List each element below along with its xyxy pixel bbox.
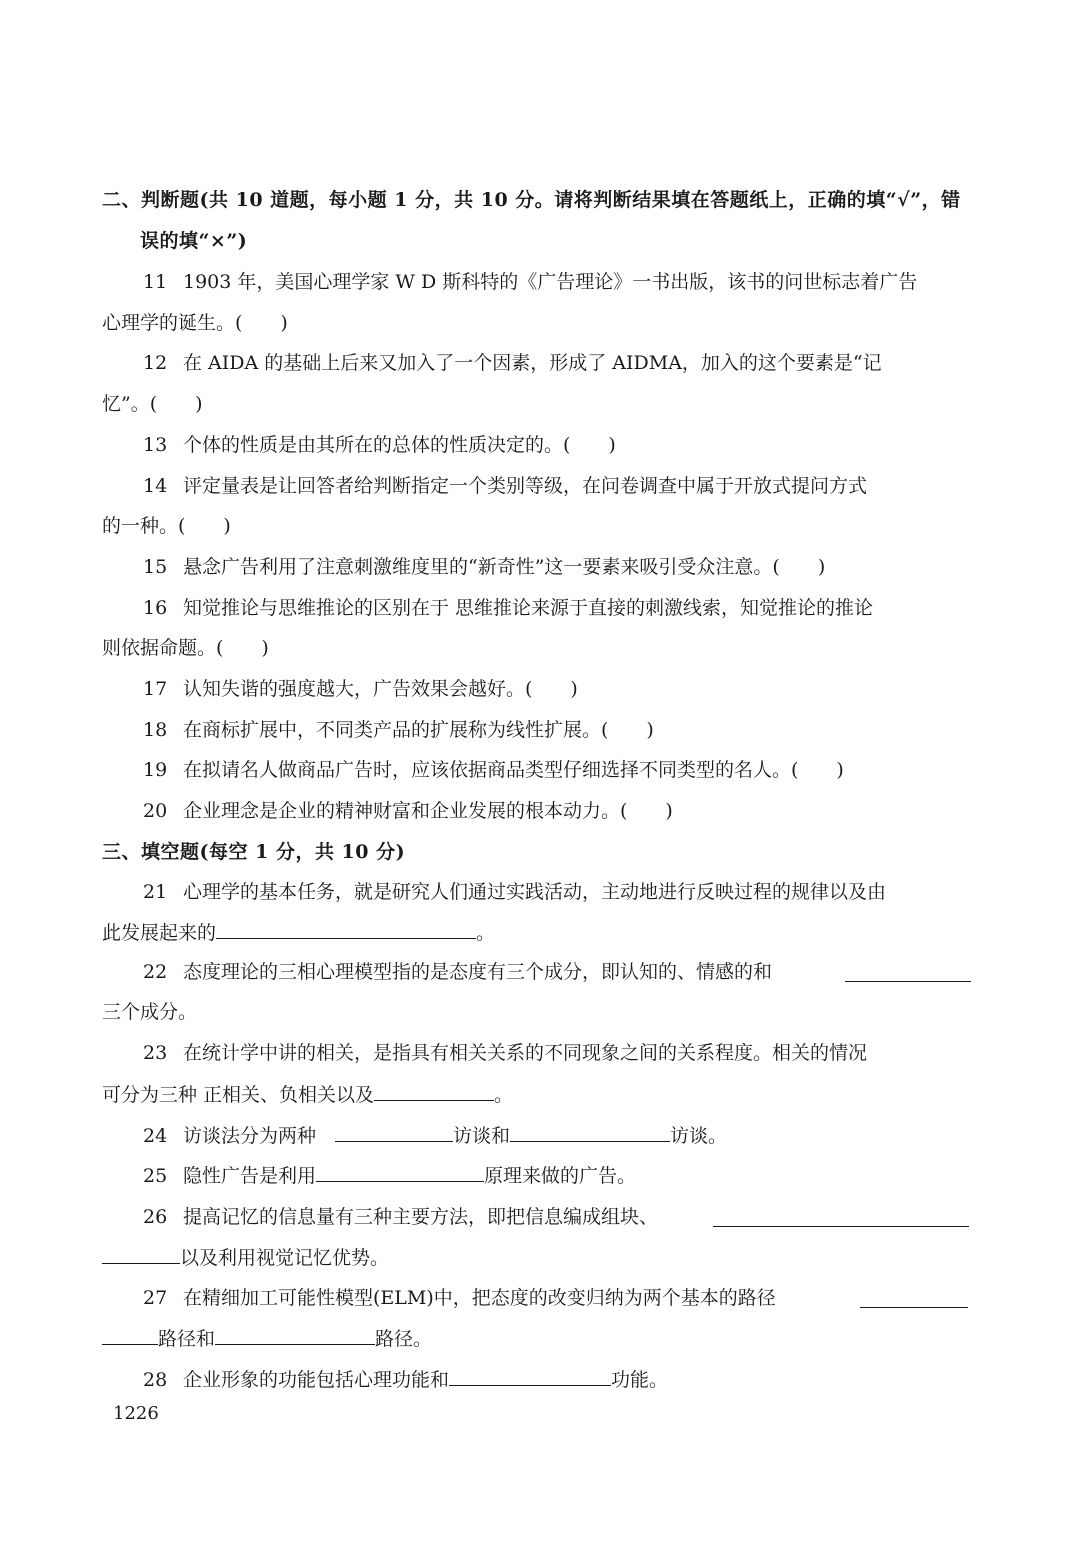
question-14	[143, 474, 867, 498]
question-number: 22	[143, 961, 168, 983]
question-16-cont: 则依据命题。( )	[102, 637, 269, 659]
question-number: 15	[143, 556, 168, 578]
question-text: 在 AIDA 的基础上后来又加入了一个因素，形成了 AIDMA，加入的这个要素是“记	[183, 352, 882, 374]
question-number: 16	[143, 597, 168, 619]
question-text: 功能。	[611, 1369, 669, 1391]
question-25	[143, 1163, 636, 1187]
question-text: 路径。	[375, 1328, 433, 1350]
question-number: 23	[143, 1042, 168, 1064]
question-12	[143, 351, 882, 375]
answer-blank[interactable]	[215, 1326, 375, 1345]
question-text: 知觉推论与思维推论的区别在于 思维推论来源于直接的刺激线索，知觉推论的推论	[183, 597, 874, 619]
question-text: 悬念广告利用了注意刺激维度里的“新奇性”这一要素来吸引受众注意。( )	[183, 556, 826, 578]
question-24	[143, 1123, 727, 1147]
question-16	[143, 596, 873, 620]
question-number: 25	[143, 1165, 168, 1187]
section-2-heading: 二、判断题(共 10 道题，每小题 1 分，共 10 分。请将判断结果填在答题纸上，正确的填“√”，错	[102, 189, 961, 211]
question-11-cont: 心理学的诞生。( )	[102, 312, 288, 334]
question-17	[143, 677, 578, 701]
question-20	[143, 799, 673, 823]
question-number: 18	[143, 719, 168, 741]
question-22-cont: 三个成分。	[102, 1001, 198, 1023]
section-3-heading: 三、填空题(每空 1 分，共 10 分)	[102, 841, 406, 863]
question-text: 访谈法分为两种	[183, 1125, 317, 1147]
question-number: 17	[143, 678, 168, 700]
question-27-cont	[102, 1326, 432, 1350]
question-text: 心理学的基本任务，就是研究人们通过实践活动，主动地进行反映过程的规律以及由	[183, 881, 887, 903]
question-number: 28	[143, 1369, 168, 1391]
question-number: 26	[143, 1206, 168, 1228]
question-text: 企业理念是企业的精神财富和企业发展的根本动力。( )	[183, 800, 673, 822]
question-number: 14	[143, 475, 168, 497]
answer-blank[interactable]	[335, 1123, 453, 1142]
answer-blank[interactable]	[449, 1367, 611, 1386]
question-text: 访谈。	[670, 1125, 728, 1147]
question-number: 19	[143, 759, 168, 781]
answer-blank[interactable]	[102, 1326, 158, 1345]
question-text: 此发展起来的	[102, 922, 217, 944]
question-number: 11	[143, 271, 168, 293]
question-text: 认知失谐的强度越大，广告效果会越好。( )	[183, 678, 578, 700]
question-26-cont	[102, 1245, 389, 1269]
page-number: 1226	[113, 1403, 159, 1424]
question-text: 在精细加工可能性模型(ELM)中，把态度的改变归纳为两个基本的路径	[183, 1287, 776, 1309]
question-26	[143, 1205, 658, 1229]
question-text: 个体的性质是由其所在的总体的性质决定的。( )	[183, 434, 616, 456]
question-14-cont: 的一种。( )	[102, 515, 231, 537]
answer-blank[interactable]	[860, 1289, 968, 1308]
answer-blank[interactable]	[713, 1208, 969, 1227]
question-19	[143, 758, 844, 782]
question-text: 以及利用视觉记忆优势。	[180, 1247, 390, 1269]
question-23-cont	[102, 1082, 513, 1106]
question-text: 原理来做的广告。	[484, 1165, 637, 1187]
question-15	[143, 555, 825, 579]
question-21-cont	[102, 920, 495, 944]
question-text: 隐性广告是利用	[183, 1165, 317, 1187]
question-text: 提高记忆的信息量有三种主要方法，即把信息编成组块、	[183, 1206, 659, 1228]
answer-blank[interactable]	[510, 1123, 670, 1142]
question-11	[143, 270, 917, 294]
question-text: 路径和	[158, 1328, 216, 1350]
question-text: 1903 年，美国心理学家 W D 斯科特的《广告理论》一书出版，该书的问世标志着广告	[183, 271, 918, 293]
question-text: 访谈和	[453, 1125, 511, 1147]
question-text: 评定量表是让回答者给判断指定一个类别等级，在问卷调查中属于开放式提问方式	[183, 475, 868, 497]
question-13	[143, 433, 616, 457]
question-text: 企业形象的功能包括心理功能和	[183, 1369, 450, 1391]
question-23	[143, 1041, 867, 1065]
question-text: 在拟请名人做商品广告时，应该依据商品类型仔细选择不同类型的名人。( )	[183, 759, 844, 781]
question-number: 21	[143, 881, 168, 903]
question-text: 在商标扩展中，不同类产品的扩展称为线性扩展。( )	[183, 719, 654, 741]
question-text: 态度理论的三相心理模型指的是态度有三个成分，即认知的、情感的和	[183, 961, 773, 983]
question-12-cont: 忆”。( )	[102, 393, 203, 415]
question-text: 。	[494, 1084, 514, 1106]
answer-blank[interactable]	[845, 963, 971, 982]
question-text: 。	[476, 922, 496, 944]
answer-blank[interactable]	[374, 1082, 494, 1101]
question-number: 20	[143, 800, 168, 822]
question-22	[143, 960, 772, 984]
question-text: 可分为三种 正相关、负相关以及	[102, 1084, 375, 1106]
answer-blank[interactable]	[316, 1163, 484, 1182]
answer-blank[interactable]	[102, 1245, 180, 1264]
question-27	[143, 1286, 776, 1310]
question-number: 27	[143, 1287, 168, 1309]
question-number: 13	[143, 434, 168, 456]
question-number: 12	[143, 352, 168, 374]
question-18	[143, 718, 654, 742]
question-28	[143, 1367, 668, 1391]
question-text: 在统计学中讲的相关，是指具有相关关系的不同现象之间的关系程度。相关的情况	[183, 1042, 868, 1064]
question-number: 24	[143, 1125, 168, 1147]
section-2-heading-cont: 误的填“×”)	[140, 230, 248, 252]
answer-blank[interactable]	[216, 920, 476, 939]
question-21	[143, 880, 886, 904]
